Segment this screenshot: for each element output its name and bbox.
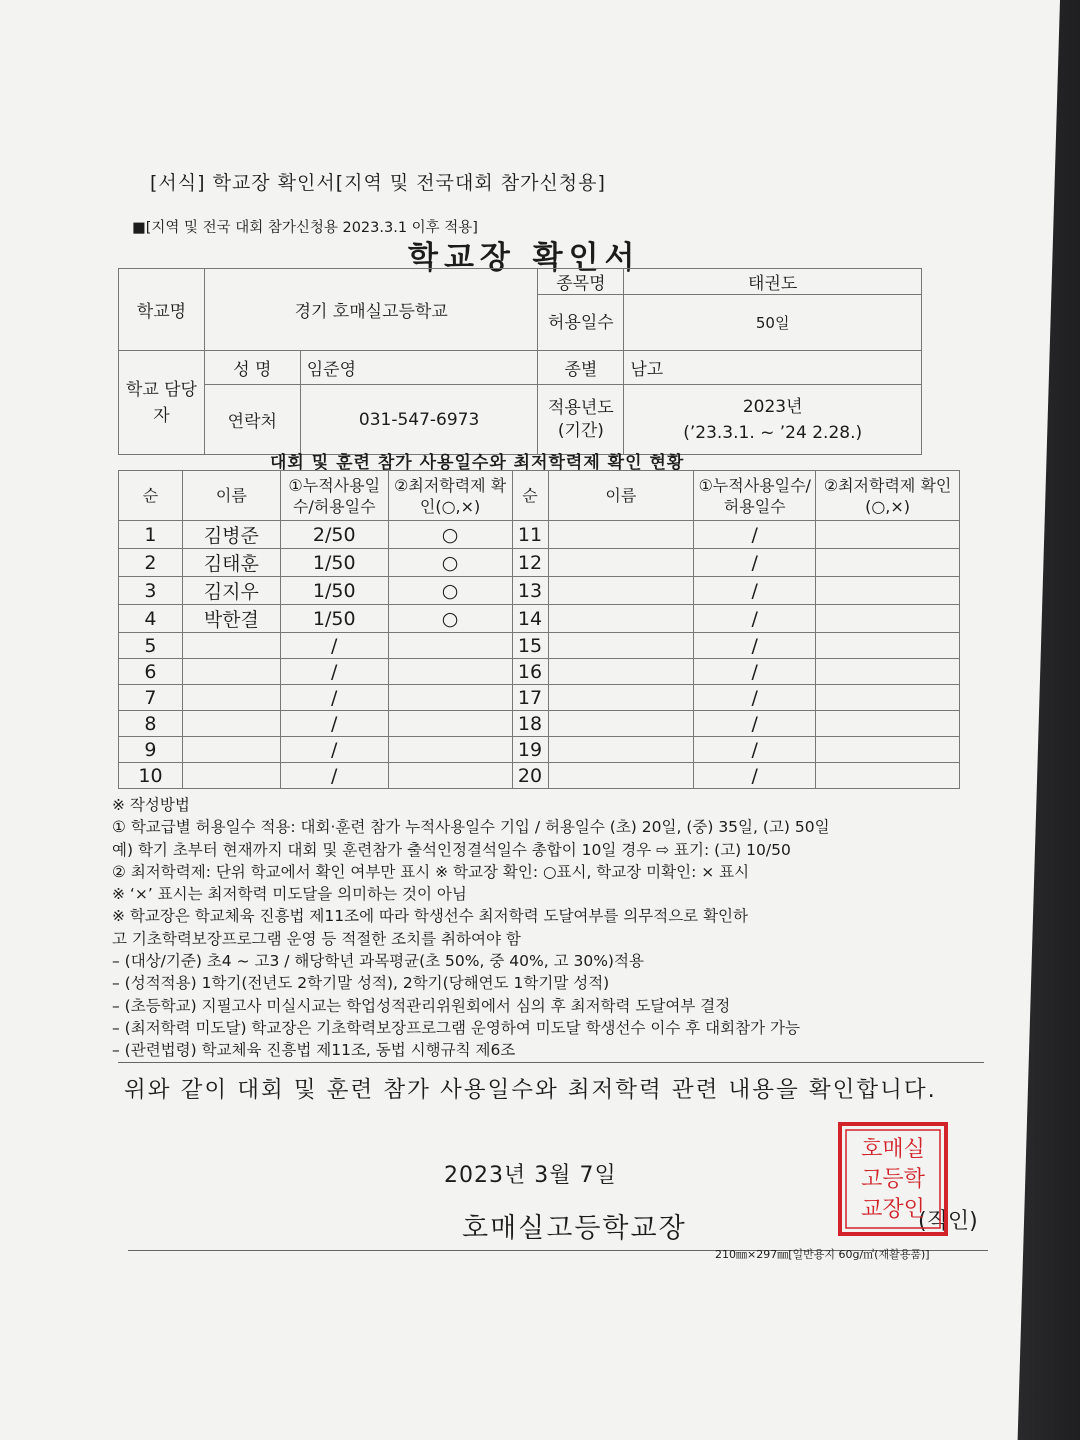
days-used: 1/50 [280, 605, 388, 633]
name-value: 임준영 [300, 351, 538, 385]
student-name [548, 737, 694, 763]
note-line: – (대상/기준) 초4 ~ 고3 / 해당학년 과목평균(초 50%, 중 40%, 고 30%)적용 [112, 952, 644, 971]
note-line: – (최저학력 미도달) 학교장은 기초학력보장프로그램 운영하여 미도달 학생선수 이수 후 대회참가 가능 [112, 1018, 800, 1037]
student-name [548, 521, 694, 549]
allowed-days-value: 50일 [624, 295, 922, 351]
row-num: 12 [512, 549, 548, 577]
header-name-left: 이름 [182, 471, 280, 521]
academic-check [816, 711, 960, 737]
row-num: 1 [119, 521, 183, 549]
days-used: / [280, 737, 388, 763]
divider-top [118, 1062, 984, 1063]
student-name: 김병준 [182, 521, 280, 549]
note-line: ※ 작성방법 [112, 796, 190, 814]
note-line: – (초등학교) 지필고사 미실시교는 학업성적관리위원회에서 심의 후 최저학력 도달여부 결정 [112, 996, 731, 1015]
table-row [119, 605, 960, 633]
principal-name: 호매실고등학교장 [462, 1213, 687, 1244]
student-name [182, 659, 280, 685]
days-used: / [694, 577, 816, 605]
header-num-right: 순 [512, 471, 548, 521]
academic-check [816, 549, 960, 577]
period-value: (’23.3.1. ~ ’24 2.28.) [683, 422, 863, 443]
academic-check [388, 763, 512, 789]
svg-text:호매실: 호매실 [861, 1137, 925, 1162]
academic-check [388, 685, 512, 711]
usage-rows [119, 521, 960, 789]
event-value: 태권도 [624, 269, 922, 295]
academic-check: ○ [388, 549, 512, 577]
row-num: 9 [119, 737, 183, 763]
name-label: 성 명 [204, 351, 300, 385]
table-row [119, 521, 960, 549]
student-name [548, 659, 694, 685]
student-name [548, 633, 694, 659]
header-min-left: ②최저학력제 확인(○,×) [388, 471, 512, 521]
student-name [548, 685, 694, 711]
table-row [119, 737, 960, 763]
days-used: / [694, 763, 816, 789]
gender-label: 종별 [538, 351, 624, 385]
header-min-right: ②최저학력제 확인(○,×) [816, 471, 960, 521]
table-row [119, 659, 960, 685]
academic-check [388, 737, 512, 763]
phone-label: 연락처 [204, 385, 300, 455]
days-used: / [280, 711, 388, 737]
table-row [119, 685, 960, 711]
row-num: 6 [119, 659, 183, 685]
row-num: 11 [512, 521, 548, 549]
school-label: 학교명 [119, 269, 205, 351]
row-num: 2 [119, 549, 183, 577]
note-line: – (관련법령) 학교체육 진흥법 제11조, 동법 시행규칙 제6조 [112, 1041, 516, 1060]
row-num: 14 [512, 605, 548, 633]
svg-text:고등학: 고등학 [861, 1167, 925, 1192]
year-cell [624, 385, 922, 455]
academic-check [816, 633, 960, 659]
student-name [182, 763, 280, 789]
academic-check [816, 763, 960, 789]
days-used: / [280, 763, 388, 789]
header-days-right: ①누적사용일수/허용일수 [694, 471, 816, 521]
days-used: / [694, 685, 816, 711]
header-num-left: 순 [119, 471, 183, 521]
days-used: 2/50 [280, 521, 388, 549]
row-num: 8 [119, 711, 183, 737]
days-used: / [280, 659, 388, 685]
academic-check [388, 659, 512, 685]
row-num: 7 [119, 685, 183, 711]
note-line: ① 학교급별 허용일수 적용: 대회·훈련 참가 누적사용일수 기입 / 허용일수 (초) 20일, (중) 35일, (고) 50일 [112, 818, 830, 837]
row-num: 17 [512, 685, 548, 711]
student-name [548, 763, 694, 789]
section-title: 대회 및 훈련 참가 사용일수와 최저학력제 확인 현황 [270, 453, 685, 473]
row-num: 5 [119, 633, 183, 659]
row-num: 16 [512, 659, 548, 685]
days-used: / [694, 633, 816, 659]
row-num: 3 [119, 577, 183, 605]
academic-check [816, 685, 960, 711]
row-num: 10 [119, 763, 183, 789]
days-used: / [694, 711, 816, 737]
school-value: 경기 호매실고등학교 [204, 269, 538, 351]
days-used: / [694, 605, 816, 633]
student-name: 김지우 [182, 577, 280, 605]
year-value: 2023년 [742, 396, 803, 417]
academic-check: ○ [388, 577, 512, 605]
instructions [112, 794, 992, 1062]
seal-label: (직인) [918, 1209, 978, 1234]
days-used: 1/50 [280, 549, 388, 577]
row-num: 20 [512, 763, 548, 789]
confirmation-text: 위와 같이 대회 및 훈련 참가 사용일수와 최저학력 관련 내용을 확인합니다. [124, 1077, 937, 1103]
note-line: ※ 학교장은 학교체육 진흥법 제11조에 따라 학생선수 최저학력 도달여부를 의무적으로 확인하 [112, 907, 748, 926]
row-num: 18 [512, 711, 548, 737]
student-name [548, 711, 694, 737]
table-row [119, 549, 960, 577]
document-title: 학교장 확인서 [408, 240, 641, 276]
issue-date: 2023년 3월 7일 [444, 1163, 617, 1188]
form-title: [서식] 학교장 확인서[지역 및 전국대회 참가신청용] [150, 172, 606, 194]
academic-check: ○ [388, 521, 512, 549]
row-num: 13 [512, 577, 548, 605]
header-name-right: 이름 [548, 471, 694, 521]
table-row [119, 577, 960, 605]
days-used: / [280, 685, 388, 711]
official-seal [836, 1120, 950, 1238]
note-line: – (성적적용) 1학기(전년도 2학기말 성적), 2학기(당해연도 1학기말 성적) [112, 974, 610, 993]
student-name [182, 711, 280, 737]
student-name [182, 737, 280, 763]
usage-table [118, 470, 960, 789]
academic-check [816, 605, 960, 633]
academic-check [816, 577, 960, 605]
form-subtitle: ■[지역 및 전국 대회 참가신청용 2023.3.1 이후 적용] [132, 220, 478, 236]
note-line: ※ ‘×’ 표시는 최저학력 미도달을 의미하는 것이 아님 [112, 885, 467, 904]
academic-check: ○ [388, 605, 512, 633]
row-num: 15 [512, 633, 548, 659]
student-name [548, 577, 694, 605]
academic-check [816, 521, 960, 549]
academic-check [388, 633, 512, 659]
svg-text:교장인: 교장인 [861, 1197, 925, 1222]
table-row [119, 763, 960, 789]
student-name [548, 549, 694, 577]
days-used: / [694, 659, 816, 685]
event-label: 종목명 [538, 269, 624, 295]
days-used: / [280, 633, 388, 659]
note-line: ② 최저학력제: 단위 학교에서 확인 여부만 표시 ※ 학교장 확인: ○표시, 학교장 미확인: × 표시 [112, 862, 750, 881]
student-name [182, 685, 280, 711]
student-name [548, 605, 694, 633]
row-num: 4 [119, 605, 183, 633]
info-table [118, 268, 922, 455]
note-line: 고 기초학력보장프로그램 운영 등 적절한 조치를 취하여야 함 [112, 929, 521, 948]
academic-check [388, 711, 512, 737]
allowed-days-label: 허용일수 [538, 295, 624, 351]
academic-check [816, 659, 960, 685]
row-num: 19 [512, 737, 548, 763]
days-used: / [694, 737, 816, 763]
student-name: 박한결 [182, 605, 280, 633]
student-name: 김태훈 [182, 549, 280, 577]
table-row [119, 711, 960, 737]
gender-value: 남고 [624, 351, 922, 385]
phone-value: 031-547-6973 [300, 385, 538, 455]
days-used: / [694, 549, 816, 577]
contact-label: 학교 담당자 [119, 351, 205, 455]
header-days-left: ①누적사용일수/허용일수 [280, 471, 388, 521]
days-used: / [694, 521, 816, 549]
note-line: 예) 학기 초부터 현재까지 대회 및 훈련참가 출석인정결석일수 총합이 10일 경우 ⇨ 표기: (고) 10/50 [112, 840, 791, 859]
student-name [182, 633, 280, 659]
academic-check [816, 737, 960, 763]
table-row [119, 633, 960, 659]
days-used: 1/50 [280, 577, 388, 605]
year-label: 적용년도 (기간) [538, 385, 624, 455]
paper-spec: 210㎜×297㎜[일반용지 60g/㎡(재활용품)] [715, 1248, 930, 1261]
